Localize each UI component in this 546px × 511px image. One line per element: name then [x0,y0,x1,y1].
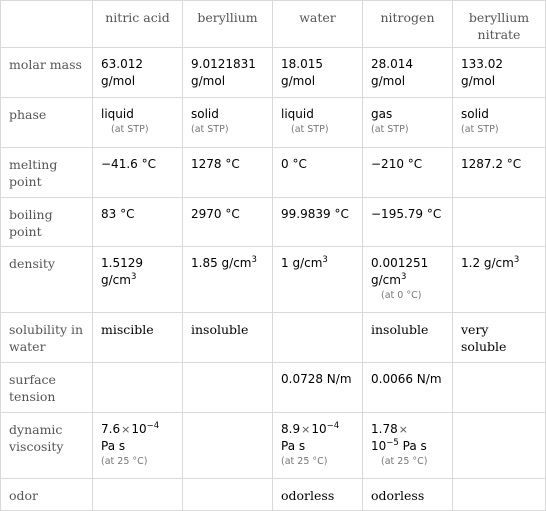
row-label: solubility in water [1,313,93,363]
table-cell: odorless [363,479,453,511]
table-cell [363,413,453,479]
table-row [1,247,546,313]
cell-value: liquid [281,107,314,121]
header-row [1,1,546,48]
table-cell: very soluble [453,313,546,363]
table-cell [273,98,363,148]
cell-note: (at 25 °C) [101,456,148,467]
cell-value: 1.2 g/cm [461,256,514,270]
cell-note: (at STP) [291,124,329,135]
table-cell: 99.9839 °C [273,198,363,247]
column-header: beryllium nitrate [453,1,546,48]
table-cell: miscible [93,313,183,363]
table-row [1,198,546,247]
cell-note: (at 25 °C) [281,456,328,467]
table-cell [273,313,363,363]
row-label: phase [1,98,93,148]
exponent: 3 [513,255,520,265]
table-cell: −195.79 °C [363,198,453,247]
exponent: −4 [326,421,340,431]
cell-note: (at STP) [461,124,499,135]
table-cell: 1287.2 °C [453,148,546,198]
table-cell [93,479,183,511]
row-label: dynamic viscosity [1,413,93,479]
table-cell [183,247,273,313]
row-label: melting point [1,148,93,198]
times-sign: × [121,423,131,436]
table-cell: −41.6 °C [93,148,183,198]
exponent: 3 [251,255,257,265]
cell-value: solid [191,107,219,121]
exponent: 3 [400,272,407,282]
row-label: odor [1,479,93,511]
table-cell [453,413,546,479]
table-cell: 133.02 g/mol [453,48,546,98]
row-label: boiling point [1,198,93,247]
cell-note: (at 25 °C) [381,456,428,467]
cell-value: 1.85 g/cm [191,256,252,270]
cell-value: 1.5129 g/cm [101,256,143,287]
cell-value: gas [371,107,393,121]
table-cell [453,198,546,247]
cell-value: 1 g/cm [281,256,323,270]
cell-value: 8.9 [281,422,301,436]
table-cell: odorless [273,479,363,511]
table-cell [363,98,453,148]
table-cell [273,247,363,313]
table-cell: 0.0728 N/m [273,363,363,413]
cell-value: 1.78 [371,422,398,436]
table-cell [453,98,546,148]
table-row [1,363,546,413]
cell-value: 7.6 [101,422,121,436]
cell-value: liquid [101,107,134,121]
row-label: density [1,247,93,313]
table-cell: 28.014 g/mol [363,48,453,98]
cell-note: (at STP) [191,124,229,135]
table-cell: 0 °C [273,148,363,198]
table-cell [93,413,183,479]
table-cell [273,413,363,479]
exponent: −5 [386,438,399,448]
corner-cell [1,1,93,48]
cell-value: 10 [131,422,147,436]
column-header: water [273,1,363,48]
table-cell [93,247,183,313]
table-cell: 63.012 g/mol [93,48,183,98]
table-cell [183,98,273,148]
table-cell: 2970 °C [183,198,273,247]
times-sign: × [398,423,408,436]
cell-value: 0.001251 g/cm [371,256,429,287]
cell-note: (at STP) [371,124,409,135]
cell-value: 10 [311,422,327,436]
table-row [1,148,546,198]
table-cell: −210 °C [363,148,453,198]
table-cell: 0.0066 N/m [363,363,453,413]
table-row [1,313,546,363]
exponent: 3 [322,255,328,265]
table-cell [183,413,273,479]
cell-value: 10 [371,439,387,453]
table-cell: insoluble [183,313,273,363]
row-label: surface tension [1,363,93,413]
table-cell: 18.015 g/mol [273,48,363,98]
table-cell [363,247,453,313]
table-cell [183,363,273,413]
cell-note: (at STP) [111,124,149,135]
table-row [1,48,546,98]
exponent: −4 [146,421,160,431]
table-cell: insoluble [363,313,453,363]
column-header: beryllium [183,1,273,48]
unit: Pa s [281,439,306,453]
table-cell: 9.0121831 g/mol [183,48,273,98]
table-cell [453,479,546,511]
exponent: 3 [130,272,137,282]
table-cell: 1278 °C [183,148,273,198]
table-cell [93,363,183,413]
table-row [1,98,546,148]
table-cell [453,363,546,413]
table-row [1,413,546,479]
times-sign: × [301,423,311,436]
table-cell [183,479,273,511]
table-cell [93,98,183,148]
table-cell: 83 °C [93,198,183,247]
unit: Pa s [101,439,126,453]
cell-value: solid [461,107,489,121]
cell-note: (at 0 °C) [381,290,422,301]
column-header: nitrogen [363,1,453,48]
table-row [1,479,546,511]
unit: Pa s [402,439,427,453]
row-label: molar mass [1,48,93,98]
column-header: nitric acid [93,1,183,48]
table-cell [453,247,546,313]
